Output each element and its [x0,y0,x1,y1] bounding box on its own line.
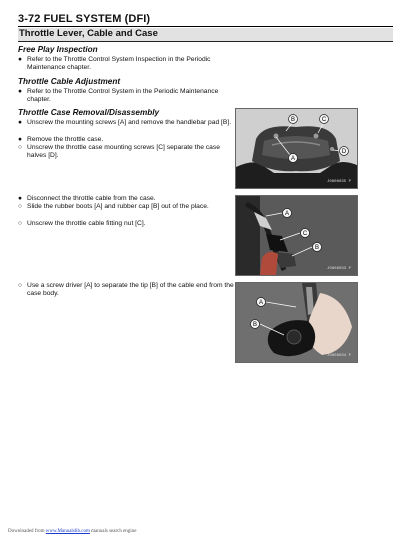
bullet: ○ [18,220,23,227]
photo-screwdriver [235,282,358,363]
list-item-text: Use a screw driver [A] to separate the tip [B] of the cable end from the case body. [27,282,234,298]
callout-label: B [314,245,320,252]
callout-label: A [258,300,264,307]
photo-callouts [236,196,357,275]
bullet: ● [18,136,23,143]
list-item [18,220,240,228]
bullet: ● [18,119,23,126]
bullet: ○ [18,282,23,289]
photo-throttle-cable [235,195,358,276]
list-item [18,144,240,161]
footer-link[interactable]: www.Manualslib.com [45,529,90,534]
list-item-text: Unscrew the throttle case mounting screws [C] separate the case halves [D]. [27,144,220,160]
photo-code: J0806035 P [326,180,351,184]
callout-label: C [302,231,308,238]
list-item-text: Remove the throttle case. [27,136,104,143]
page-footer [8,529,136,534]
photo-callouts [236,283,357,362]
photo-code: J0806033 P [326,267,351,271]
list-item [18,88,240,105]
bullet: ● [18,88,23,95]
photo-callouts [236,109,357,188]
callout-label: B [252,322,258,329]
section-title: Throttle Lever, Cable and Case [19,28,158,39]
list-item-text: Slide the rubber boots [A] and rubber cap [B] out of the place. [27,203,209,210]
list-item-text: Disconnect the throttle cable from the case. [27,195,156,202]
free-play-heading: Free Play Inspection [18,45,98,54]
footer-prefix: Downloaded from [8,529,45,534]
callout-line [280,233,300,240]
section-bar [18,28,393,42]
bullet: ● [18,195,23,202]
callout-line [266,302,296,307]
bullet: ● [18,56,23,63]
list-item-text: Unscrew the mounting screws [A] and remove the handlebar pad [B]. [27,119,232,126]
list-item [18,119,240,127]
callout-line [276,137,290,155]
callout-line [292,247,312,256]
list-item [18,282,240,299]
callout-label: A [284,211,290,218]
list-item-text: Refer to the Throttle Control System Inspection in the Periodic Maintenance chapter. [27,56,211,72]
removal-heading: Throttle Case Removal/Disassembly [18,108,160,117]
list-item-text: Refer to the Throttle Control System in the Periodic Maintenance chapter. [27,88,219,104]
callout-label: C [321,117,327,124]
footer-suffix: manuals search engine [91,529,137,534]
adjustment-heading: Throttle Cable Adjustment [18,77,121,86]
callout-line [260,324,284,335]
bullet: ○ [18,203,23,210]
bullet: ○ [18,144,23,151]
list-item-text: Unscrew the throttle cable fitting nut [C]. [27,220,146,227]
photo-code: J0806034 P [326,354,351,358]
header-rule [18,26,393,27]
callout-line [266,213,282,216]
list-item [18,203,240,211]
photo-handlebar [235,108,358,189]
callout-label: D [341,149,347,156]
page-header: 3-72 FUEL SYSTEM (DFI) [18,13,151,25]
callout-label: A [290,156,296,163]
list-item [18,56,240,73]
callout-label: B [290,117,296,124]
